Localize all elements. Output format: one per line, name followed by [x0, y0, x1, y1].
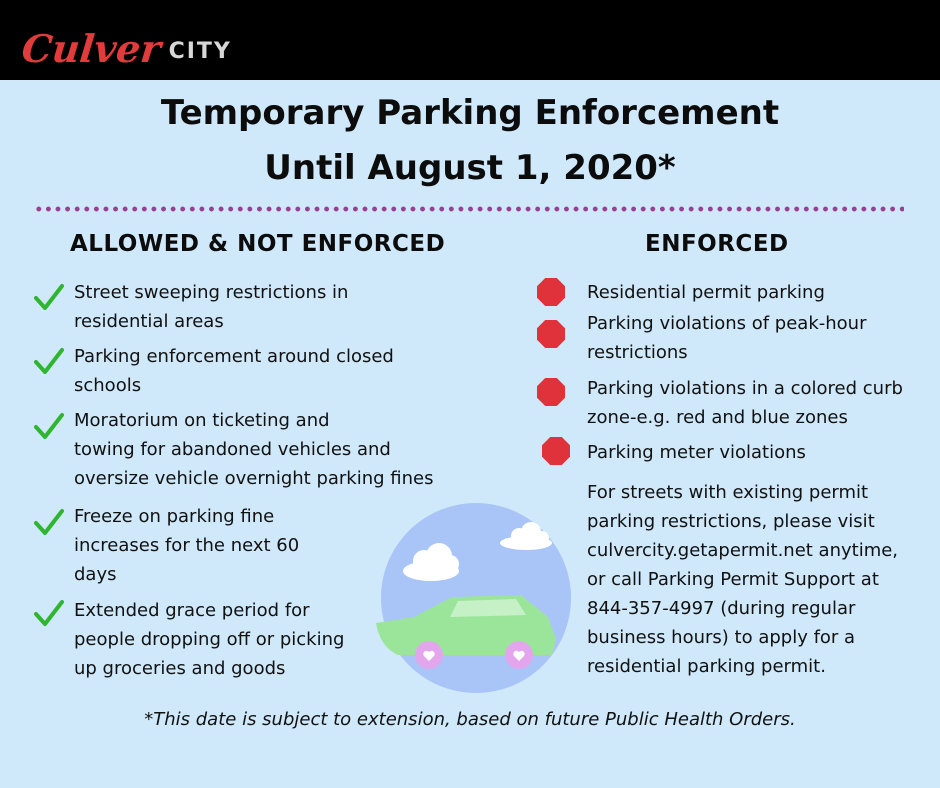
check-icon: [34, 411, 64, 441]
allowed-item-5-line-2: people dropping off or picking: [74, 629, 345, 650]
enforced-item-2-line-1: Parking violations of peak-hour: [587, 313, 867, 334]
enforced-item-2: [587, 309, 866, 367]
allowed-item-4-line-3: days: [74, 564, 117, 585]
permit-note-line-3: culvercity.getapermit.net anytime,: [587, 540, 899, 561]
logo-script-text: Culver: [19, 26, 164, 71]
allowed-item-4-line-2: increases for the next 60: [74, 535, 300, 556]
enforced-item-4: [587, 438, 806, 467]
allowed-item-5-line-3: up groceries and goods: [74, 658, 286, 679]
allowed-heading: ALLOWED & NOT ENFORCED: [70, 231, 446, 257]
enforced-heading: ENFORCED: [645, 231, 789, 257]
permit-note-line-7: residential parking permit.: [587, 656, 826, 677]
enforced-item-3-line-1: Parking violations in a colored curb: [587, 378, 903, 399]
car-illustration: [376, 501, 576, 696]
allowed-item-2-line-1: Parking enforcement around closed: [74, 346, 394, 367]
permit-note-line-1: For streets with existing permit: [587, 482, 869, 503]
enforced-item-1: [587, 278, 825, 307]
allowed-item-5-line-1: Extended grace period for: [74, 600, 310, 621]
permit-note: [587, 478, 898, 681]
permit-note-line-2: parking restrictions, please visit: [587, 511, 875, 532]
allowed-item-5: [74, 596, 344, 683]
allowed-item-1-line-1: Street sweeping restrictions in: [74, 282, 349, 303]
allowed-item-2-line-2: schools: [74, 375, 142, 396]
allowed-item-3: [74, 406, 433, 493]
enforced-item-2-line-2: restrictions: [587, 342, 688, 363]
allowed-item-2: [74, 342, 394, 400]
permit-note-line-5: 844-357-4997 (during regular: [587, 598, 856, 619]
dotted-divider: [34, 205, 904, 213]
logo-caps-text: CITY: [168, 39, 232, 64]
allowed-item-3-line-1: Moratorium on ticketing and: [74, 410, 330, 431]
enforced-item-1-line-1: Residential permit parking: [587, 282, 825, 303]
stop-sign-icon: [537, 378, 565, 406]
check-icon: [34, 282, 64, 312]
check-icon: [34, 507, 64, 537]
header-bar: [0, 0, 940, 80]
allowed-item-4: [74, 502, 299, 589]
stop-sign-icon: [542, 437, 570, 465]
page-title-line-2: Until August 1, 2020*: [264, 148, 676, 188]
enforced-item-3: [587, 374, 903, 432]
allowed-item-3-line-3: oversize vehicle overnight parking fines: [74, 468, 434, 489]
allowed-item-1: [74, 278, 348, 336]
page-title-line-1: Temporary Parking Enforcement: [160, 93, 780, 133]
allowed-item-4-line-1: Freeze on parking fine: [74, 506, 275, 527]
check-icon: [34, 346, 64, 376]
footnote: *This date is subject to extension, based on future Public Health Orders.: [144, 709, 796, 730]
enforced-item-3-line-2: zone-e.g. red and blue zones: [587, 407, 848, 428]
stop-sign-icon: [537, 320, 565, 348]
check-icon: [34, 598, 64, 628]
enforced-item-4-line-1: Parking meter violations: [587, 442, 806, 463]
allowed-item-1-line-2: residential areas: [74, 311, 224, 332]
stop-sign-icon: [537, 278, 565, 306]
permit-note-line-6: business hours) to apply for a: [587, 627, 856, 648]
permit-note-line-4: or call Parking Permit Support at: [587, 569, 879, 590]
culver-city-logo: [19, 12, 232, 71]
allowed-item-3-line-2: towing for abandoned vehicles and: [74, 439, 391, 460]
